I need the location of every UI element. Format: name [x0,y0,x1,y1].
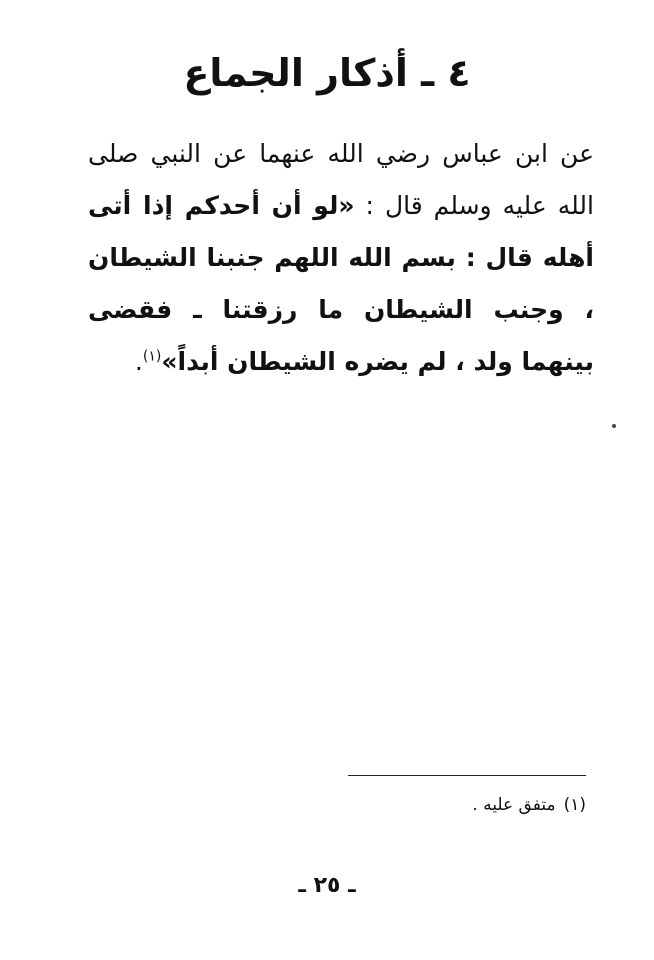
footnote-reference: (١) [142,348,162,365]
print-speck [612,424,616,428]
section-title: ٤ ـ أذكار الجماع [183,51,471,95]
footnote-number: (١) [563,795,586,815]
hadith-quote: «لو أن أحدكم إذا أتى أهله قال : بسم الله اللهم جنبنا الشيطان ، وجنب الشيطان ما رزقتنا ـ فقضى بينهما ولد ، لم يضره الشيطان أبداً» [88,191,594,376]
hadith-intro: عن ابن عباس رضي الله عنهما عن النبي صلى الله عليه وسلم قال : [88,139,594,220]
footnote-text: متفق عليه . [472,795,556,815]
hadith-paragraph [88,128,594,388]
footnote-1 [300,790,586,820]
page-number: ـ ٢٥ ـ [298,873,356,898]
paragraph-end: . [134,347,143,376]
footnote-separator [348,775,586,776]
